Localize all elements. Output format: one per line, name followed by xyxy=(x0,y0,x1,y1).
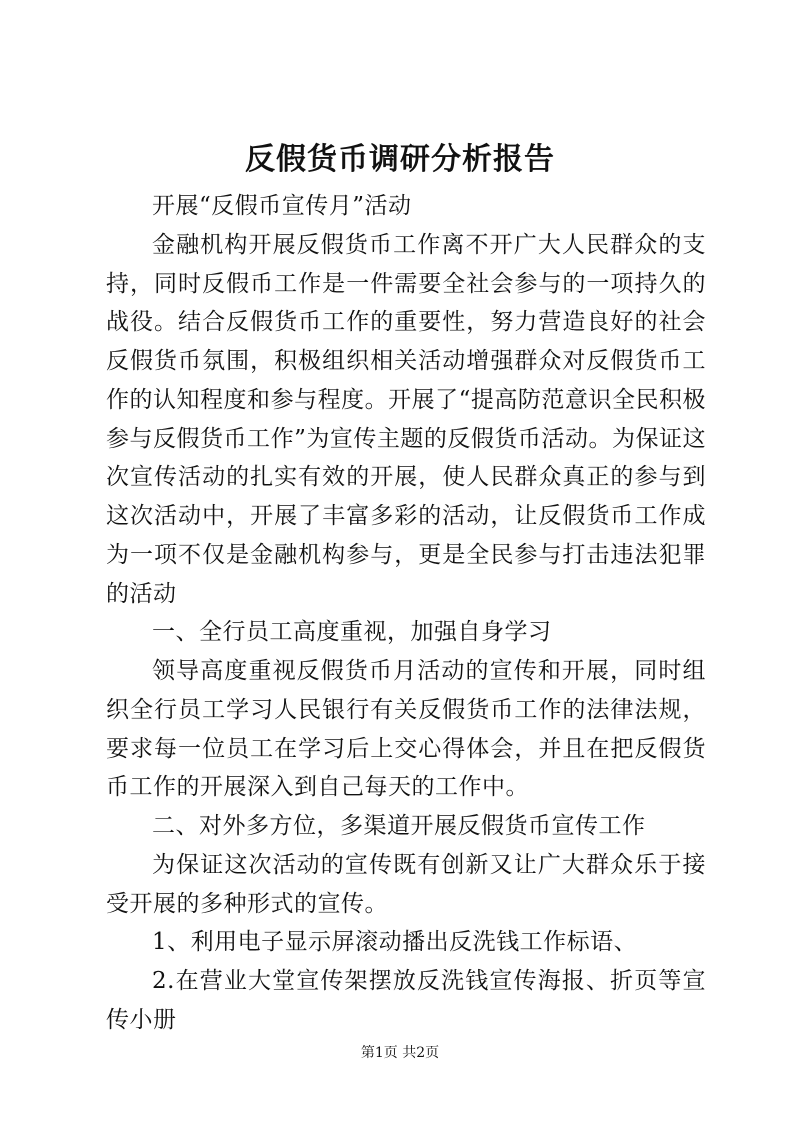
document-title: 反假货币调研分析报告 xyxy=(245,142,555,177)
list-item-1: 1、利用电子显示屏滚动播出反洗钱工作标语、 xyxy=(152,929,638,956)
paragraph-section-2: 为保证这次活动的宣传既有创新又让广大群众乐于接受开展的多种形式的宣传。 xyxy=(106,851,706,917)
section-heading-2: 二、对外多方位，多渠道开展反假货币宣传工作 xyxy=(152,813,646,839)
section-heading-1: 一、全行员工高度重视，加强自身学习 xyxy=(152,619,552,646)
list-item-2: 2.在营业大堂宣传架摆放反洗钱宣传海报、折页等宣传小册 xyxy=(106,968,706,1033)
page-footer: 第1页 共2页 xyxy=(360,1045,440,1061)
paragraph-intro: 金融机构开展反假货币工作离不开广大人民群众的支持，同时反假币工作是一件需要全社会参与的一项持久的战役。结合反假货币工作的重要性，努力营造良好的社会反假货币氛围，积极组织相关活动增强群众对反假货币工作的认知程度和参与程度。开展了“提高防范意识全民积极参与反假货币工作”为宣传主题的反假货币活动。为保证这次宣传活动的扎实有效的开展，使人民群众真正的参与到这次活动中，开展了丰富多彩的活动，让反假货币工作成为一项不仅是金融机构参与，更是全民参与打击违法犯罪的活动 xyxy=(106,231,706,607)
paragraph-section-1: 领导高度重视反假货币月活动的宣传和开展，同时组织全行员工学习人民银行有关反假货币工作的法律法规，要求每一位员工在学习后上交心得体会，并且在把反假货币工作的开展深入到自己每天的工作中。 xyxy=(106,658,706,801)
paragraph-heading-activity: 开展“反假币宣传月”活动 xyxy=(152,193,412,219)
document-body xyxy=(106,187,706,1040)
